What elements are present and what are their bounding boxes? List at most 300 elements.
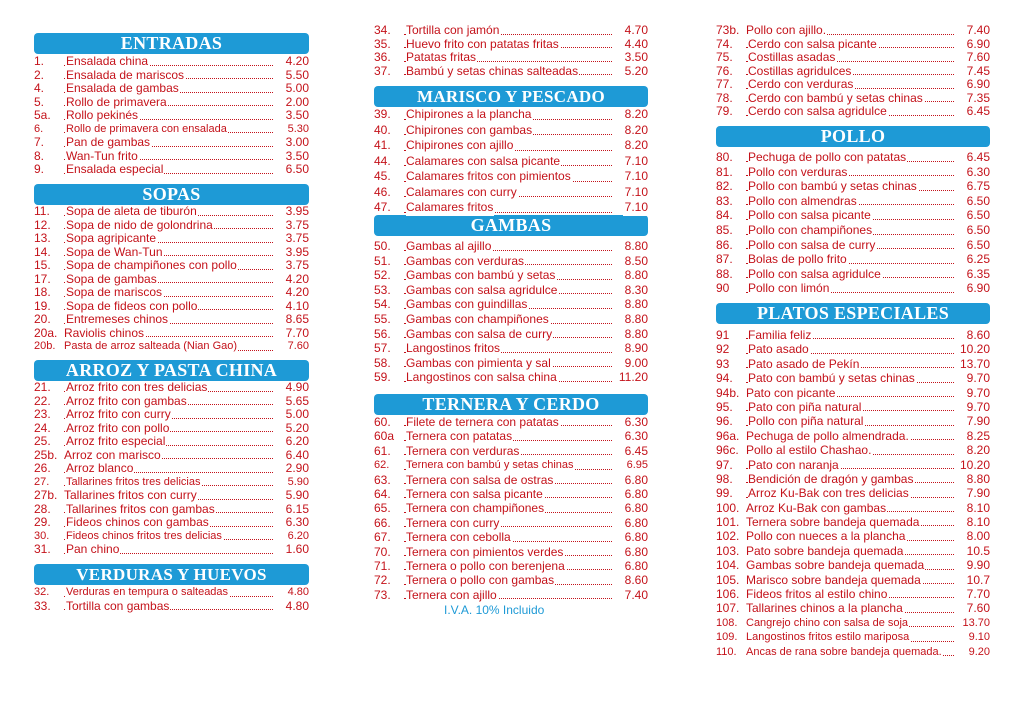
menu-item <box>716 150 990 165</box>
item-name: Gambas con salsa de curry <box>406 326 553 341</box>
item-number: 73b. <box>716 23 740 37</box>
menu-item <box>374 487 648 501</box>
item-price: 8.20 <box>966 443 990 458</box>
section-verduras <box>34 564 309 613</box>
menu-item <box>716 414 990 428</box>
item-number: 82. <box>716 179 733 194</box>
item-price: 13.70 <box>959 356 990 371</box>
item-number: 96. <box>716 414 733 429</box>
item-name: Ternera con patatas <box>406 429 513 444</box>
menu-item <box>716 386 990 400</box>
item-name: Sopa de fideos con pollo <box>66 298 198 313</box>
item-number: 30. <box>34 529 50 542</box>
item-name: Ensalada de mariscos <box>66 67 185 82</box>
item-price: 7.40 <box>966 23 990 37</box>
menu-item <box>716 371 990 385</box>
section-header: ARROZ Y PASTA CHINA <box>34 360 309 381</box>
item-price: 4.80 <box>285 598 309 613</box>
item-number: 64. <box>374 486 391 501</box>
menu-item <box>374 254 648 269</box>
item-number: 23. <box>34 407 51 421</box>
item-number: 100. <box>716 500 740 515</box>
menu-item <box>34 123 309 137</box>
item-name: Gambas con bambú y setas <box>406 268 556 283</box>
item-price: 10.5 <box>966 543 990 558</box>
item-name: Pato con piña natural <box>748 399 862 414</box>
item-name: Ternera con cebolla <box>406 530 511 545</box>
menu-item <box>374 341 648 356</box>
item-price: 7.45 <box>966 63 990 78</box>
item-number: 15. <box>34 258 51 272</box>
item-price: 8.80 <box>624 239 648 253</box>
item-price: 6.30 <box>966 164 990 179</box>
menu-item <box>34 136 309 150</box>
menu-item <box>34 163 309 177</box>
item-number: 5. <box>34 94 45 109</box>
item-price: 2.00 <box>285 94 309 109</box>
menu-item <box>34 516 309 530</box>
menu-item <box>374 545 648 559</box>
item-price: 6.50 <box>966 237 990 252</box>
item-number: 102. <box>716 529 740 544</box>
item-number: 59. <box>374 370 391 385</box>
item-number: 77. <box>716 77 733 91</box>
menu-item <box>374 268 648 283</box>
item-price: 6.30 <box>624 429 648 444</box>
menu-item <box>716 51 990 65</box>
item-price: 6.45 <box>966 104 990 118</box>
section-entradas <box>34 33 309 177</box>
menu-item <box>716 342 990 356</box>
item-price: 7.60 <box>966 601 990 616</box>
item-price: 8.20 <box>624 122 648 137</box>
menu-item <box>716 645 990 659</box>
menu-item <box>34 286 309 300</box>
menu-item <box>34 69 309 83</box>
item-name: Gambas con verduras <box>406 253 525 268</box>
item-name: Sopa de mariscos <box>66 285 163 299</box>
item-price: 8.80 <box>624 268 648 283</box>
item-price: 7.10 <box>624 169 648 183</box>
item-name: Arroz frito con tres delicias <box>66 380 208 394</box>
item-number: 32. <box>34 586 50 598</box>
item-name: Pan chino <box>66 542 120 556</box>
item-number: 21. <box>34 380 51 394</box>
menu-item <box>34 408 309 422</box>
menu-item <box>374 356 648 371</box>
item-number: 1. <box>34 54 45 68</box>
item-name: Ensalada especial <box>66 162 164 176</box>
item-name: Ternera con verduras <box>406 443 520 458</box>
item-number: 72. <box>374 573 391 588</box>
item-name: Huevo frito con patatas fritas <box>406 36 559 51</box>
item-number: 11. <box>34 204 50 218</box>
menu-item <box>34 55 309 69</box>
menu-item <box>716 105 990 119</box>
item-number: 28. <box>34 501 51 516</box>
menu-item <box>716 630 990 644</box>
menu-item <box>374 370 648 385</box>
item-name: Gambas sobre bandeja quemada <box>746 558 925 573</box>
menu-item <box>374 516 648 530</box>
item-number: 61. <box>374 443 391 458</box>
item-name: Gambas con guindillas <box>406 297 528 312</box>
item-name: Pollo con nueces a la plancha <box>746 529 906 544</box>
item-name: Ancas de rana sobre bandeja quemada. <box>746 645 942 658</box>
item-number: 39. <box>374 107 391 121</box>
menu-item <box>716 24 990 38</box>
item-number: 14. <box>34 244 51 259</box>
item-name: Pechuga de pollo con patatas <box>748 150 907 164</box>
item-name: Rollo de primavera <box>66 94 167 109</box>
item-price: 4.20 <box>285 54 309 68</box>
item-price: 7.90 <box>966 486 990 501</box>
iva-note: I.V.A. 10% Incluido <box>444 603 545 617</box>
item-price: 9.00 <box>624 355 648 370</box>
menu-item <box>34 219 309 233</box>
item-name: Arroz frito con curry <box>66 407 171 421</box>
item-name: Ternera o pollo con berenjena <box>406 558 565 573</box>
item-price: 7.10 <box>624 184 648 199</box>
item-name: Ensalada china <box>66 54 149 68</box>
menu-item <box>374 501 648 515</box>
item-number: 90 <box>716 281 730 296</box>
item-price: 7.70 <box>285 325 309 340</box>
menu-item <box>374 38 648 52</box>
item-number: 12. <box>34 217 51 232</box>
item-number: 105. <box>716 572 740 587</box>
item-price: 8.60 <box>966 328 990 342</box>
menu-item <box>716 429 990 443</box>
menu-item <box>716 573 990 587</box>
item-number: 4. <box>34 81 45 95</box>
item-price: 5.50 <box>285 67 309 82</box>
item-name: Arroz Ku-Bak con gambas <box>746 500 887 515</box>
item-price: 7.10 <box>624 153 648 168</box>
item-name: Wan-Tun frito <box>66 148 138 163</box>
item-price: 4.20 <box>285 285 309 299</box>
item-name: Ternera con bambú y setas chinas <box>406 459 574 472</box>
menu-item <box>716 501 990 515</box>
item-number: 20. <box>34 312 51 326</box>
menu-item <box>716 238 990 253</box>
item-price: 7.35 <box>966 90 990 105</box>
item-name: Chipirones con ajillo <box>406 138 514 152</box>
item-price: 13.70 <box>962 616 990 629</box>
item-name: Arroz frito con pollo <box>66 420 170 435</box>
item-number: 79. <box>716 104 733 118</box>
item-price: 8.80 <box>624 297 648 312</box>
menu-item <box>716 208 990 223</box>
item-name: Sopa de nido de golondrina <box>66 217 213 232</box>
menu-item <box>374 573 648 587</box>
menu-item <box>716 281 990 296</box>
menu-item <box>716 558 990 572</box>
section-marisco <box>374 86 648 216</box>
item-number: 101. <box>716 515 740 530</box>
item-name: Pollo al estilo Chashao. <box>746 443 872 458</box>
item-name: Filete de ternera con patatas <box>406 415 559 429</box>
menu-item <box>34 462 309 476</box>
item-price: 8.80 <box>624 311 648 326</box>
item-price: 3.50 <box>624 50 648 64</box>
item-name: Ternera con ajillo <box>406 587 497 602</box>
item-name: Marisco sobre bandeja quemada <box>746 572 921 587</box>
item-price: 6.80 <box>624 472 648 487</box>
item-name: Pollo con almendras <box>748 193 857 208</box>
section-header: PLATOS ESPECIALES <box>716 303 990 324</box>
item-price: 7.40 <box>624 587 648 602</box>
menu-item <box>34 503 309 517</box>
item-number: 17. <box>34 271 51 286</box>
item-name: Ternera con salsa picante <box>406 486 543 501</box>
item-price: 7.70 <box>966 587 990 602</box>
section-header: VERDURAS Y HUEVOS <box>34 564 309 585</box>
item-number: 83. <box>716 193 733 208</box>
item-name: Pollo con bambú y setas chinas <box>748 179 917 194</box>
menu-item <box>374 473 648 487</box>
item-number: 95. <box>716 399 733 414</box>
menu-item <box>34 259 309 273</box>
menu-item <box>716 92 990 106</box>
item-name: Pollo con champiñones <box>748 222 873 237</box>
item-price: 1.60 <box>285 542 309 556</box>
item-price: 3.50 <box>285 108 309 122</box>
menu-item <box>716 65 990 79</box>
item-price: 8.25 <box>966 428 990 443</box>
item-number: 98. <box>716 471 733 486</box>
item-price: 8.20 <box>624 138 648 152</box>
menu-item <box>374 185 648 201</box>
item-name: Cerdo con salsa picante <box>748 36 877 51</box>
item-price: 4.40 <box>624 36 648 51</box>
item-price: 6.50 <box>285 162 309 176</box>
item-price: 3.75 <box>285 231 309 245</box>
item-name: Pato asado de Pekín <box>748 356 860 371</box>
item-name: Tortilla con jamón <box>406 23 500 37</box>
item-number: 55. <box>374 311 391 326</box>
item-number: 63. <box>374 472 391 487</box>
item-name: Patatas fritas <box>406 50 477 64</box>
item-number: 45. <box>374 169 391 183</box>
item-name: Costillas asadas <box>748 50 836 64</box>
item-number: 99. <box>716 486 733 501</box>
item-number: 37. <box>374 63 391 78</box>
menu-item <box>374 169 648 185</box>
item-price: 5.20 <box>285 420 309 435</box>
item-number: 41. <box>374 138 391 152</box>
item-number: 22. <box>34 393 51 408</box>
item-number: 13. <box>34 231 51 245</box>
item-name: Pollo con verduras <box>748 164 848 179</box>
menu-item <box>716 78 990 92</box>
menu-item <box>34 340 309 354</box>
item-price: 6.30 <box>285 515 309 529</box>
item-number: 58. <box>374 355 391 370</box>
menu-item <box>374 415 648 429</box>
menu-item <box>374 154 648 170</box>
item-name: Verduras en tempura o salteadas <box>66 586 229 598</box>
menu-item <box>374 107 648 123</box>
item-name: Pato con naranja <box>748 457 839 472</box>
item-price: 4.20 <box>285 271 309 286</box>
item-name: Calamares con curry <box>406 184 517 199</box>
item-name: Sopa agripicante <box>66 231 157 245</box>
item-number: 9. <box>34 162 45 176</box>
menu-item <box>374 444 648 458</box>
item-number: 8. <box>34 148 45 163</box>
item-number: 87. <box>716 252 733 267</box>
menu-item <box>374 297 648 312</box>
item-name: Tallarines fritos con gambas <box>66 501 215 516</box>
menu-item <box>716 267 990 282</box>
item-number: 25. <box>34 434 51 448</box>
item-name: Tortilla con gambas <box>66 598 170 613</box>
item-price: 4.10 <box>285 298 309 313</box>
item-number: 24. <box>34 420 51 435</box>
item-number: 36. <box>374 50 391 64</box>
menu-item <box>34 543 309 557</box>
item-number: 40. <box>374 122 391 137</box>
menu-item <box>34 422 309 436</box>
item-number: 75. <box>716 50 733 64</box>
item-number: 104. <box>716 558 740 573</box>
item-number: 20b. <box>34 340 56 352</box>
item-number: 86. <box>716 237 733 252</box>
item-name: Pato con picante <box>746 385 836 400</box>
item-name: Ternera con pimientos verdes <box>406 544 564 559</box>
item-price: 3.00 <box>285 135 309 149</box>
menu-item <box>716 472 990 486</box>
item-price: 9.70 <box>966 385 990 400</box>
item-number: 73. <box>374 587 391 602</box>
menu-item <box>374 138 648 154</box>
section-arroz <box>34 360 309 557</box>
item-price: 3.95 <box>285 204 309 218</box>
item-price: 5.00 <box>285 81 309 95</box>
menu-item <box>34 381 309 395</box>
item-price: 7.10 <box>624 200 648 214</box>
item-number: 52. <box>374 268 391 283</box>
item-number: 25b. <box>34 447 58 462</box>
item-number: 78. <box>716 90 733 105</box>
item-name: Tallarines fritos tres delicias <box>66 475 201 488</box>
item-price: 6.75 <box>966 179 990 194</box>
item-name: Rollo de primavera con ensalada <box>66 122 227 135</box>
item-price: 9.70 <box>966 399 990 414</box>
item-number: 54. <box>374 297 391 312</box>
item-number: 67. <box>374 530 391 545</box>
item-name: Pollo con salsa de curry <box>748 237 876 252</box>
item-number: 44. <box>374 153 391 168</box>
item-price: 6.90 <box>966 36 990 51</box>
item-name: Pollo con ajillo. <box>746 23 827 37</box>
item-price: 6.50 <box>966 222 990 237</box>
menu-item <box>34 109 309 123</box>
section-pollo <box>716 126 990 296</box>
item-price: 6.80 <box>624 558 648 573</box>
item-number: 46. <box>374 184 391 199</box>
menu-item <box>716 252 990 267</box>
item-price: 5.00 <box>285 407 309 421</box>
item-name: Pollo con salsa picante <box>748 208 871 223</box>
item-name: Cerdo con bambú y setas chinas <box>748 90 923 105</box>
item-name: Pan de gambas <box>66 135 151 149</box>
item-name: Pato asado <box>748 342 809 357</box>
item-price: 7.60 <box>966 50 990 64</box>
item-name: Costillas agridulces <box>748 63 852 78</box>
item-price: 8.30 <box>624 282 648 297</box>
menu-item <box>716 223 990 238</box>
menu-item <box>716 529 990 543</box>
item-name: Langostinos fritos estilo mariposa <box>746 631 910 644</box>
item-number: 60a <box>374 429 395 444</box>
item-name: Fideos fritos al estilo chino <box>746 587 888 602</box>
item-number: 103. <box>716 543 740 558</box>
item-name: Calamares con salsa picante <box>406 153 561 168</box>
item-number: 53. <box>374 282 391 297</box>
item-name: Calamares fritos <box>406 200 494 214</box>
item-name: Ternera con salsa de ostras <box>406 472 554 487</box>
item-number: 19. <box>34 298 51 313</box>
item-price: 5.65 <box>285 393 309 408</box>
item-number: 84. <box>716 208 733 223</box>
item-name: Rollo pekinés <box>66 108 139 122</box>
item-name: Ternera con curry <box>406 515 500 530</box>
item-name: Ternera sobre bandeja quemada <box>746 515 920 530</box>
section-header: ENTRADAS <box>34 33 309 54</box>
item-number: 2. <box>34 67 45 82</box>
item-number: 20a. <box>34 325 58 340</box>
item-number: 71. <box>374 558 391 573</box>
item-price: 8.60 <box>624 573 648 588</box>
item-number: 93 <box>716 356 730 371</box>
item-number: 88. <box>716 266 733 281</box>
item-name: Pollo con salsa agridulce <box>748 266 881 281</box>
item-number: 108. <box>716 616 738 629</box>
menu-item <box>374 24 648 38</box>
item-name: Gambas con champiñones <box>406 311 549 326</box>
item-name: Arroz blanco <box>66 461 134 475</box>
item-price: 6.80 <box>624 501 648 516</box>
item-name: Bolas de pollo frito <box>748 252 847 267</box>
item-price: 6.95 <box>626 459 648 472</box>
item-name: Langostinos fritos <box>406 341 501 356</box>
menu-item <box>716 443 990 457</box>
menu-item <box>716 328 990 342</box>
menu-item <box>34 586 309 600</box>
item-name: Arroz Ku-Bak con tres delicias <box>748 486 909 501</box>
item-number: 7. <box>34 135 45 149</box>
item-price: 6.20 <box>285 434 309 448</box>
menu-item <box>716 616 990 630</box>
item-price: 8.80 <box>966 471 990 486</box>
item-name: Pato sobre bandeja quemada <box>746 543 904 558</box>
item-name: Gambas con salsa agridulce <box>406 282 558 297</box>
menu-item <box>374 588 648 602</box>
menu-item <box>34 205 309 219</box>
item-number: 97. <box>716 457 733 472</box>
item-price: 8.20 <box>624 107 648 121</box>
item-name: Bambú y setas chinas salteadas <box>406 63 579 78</box>
item-name: Cangrejo chino con salsa de soja <box>746 616 909 629</box>
item-number: 27. <box>34 475 50 488</box>
item-price: 10.20 <box>959 342 990 357</box>
item-name: Entremeses chinos <box>66 312 169 326</box>
item-price: 6.80 <box>624 544 648 559</box>
menu-item <box>34 435 309 449</box>
menu-item <box>716 486 990 500</box>
